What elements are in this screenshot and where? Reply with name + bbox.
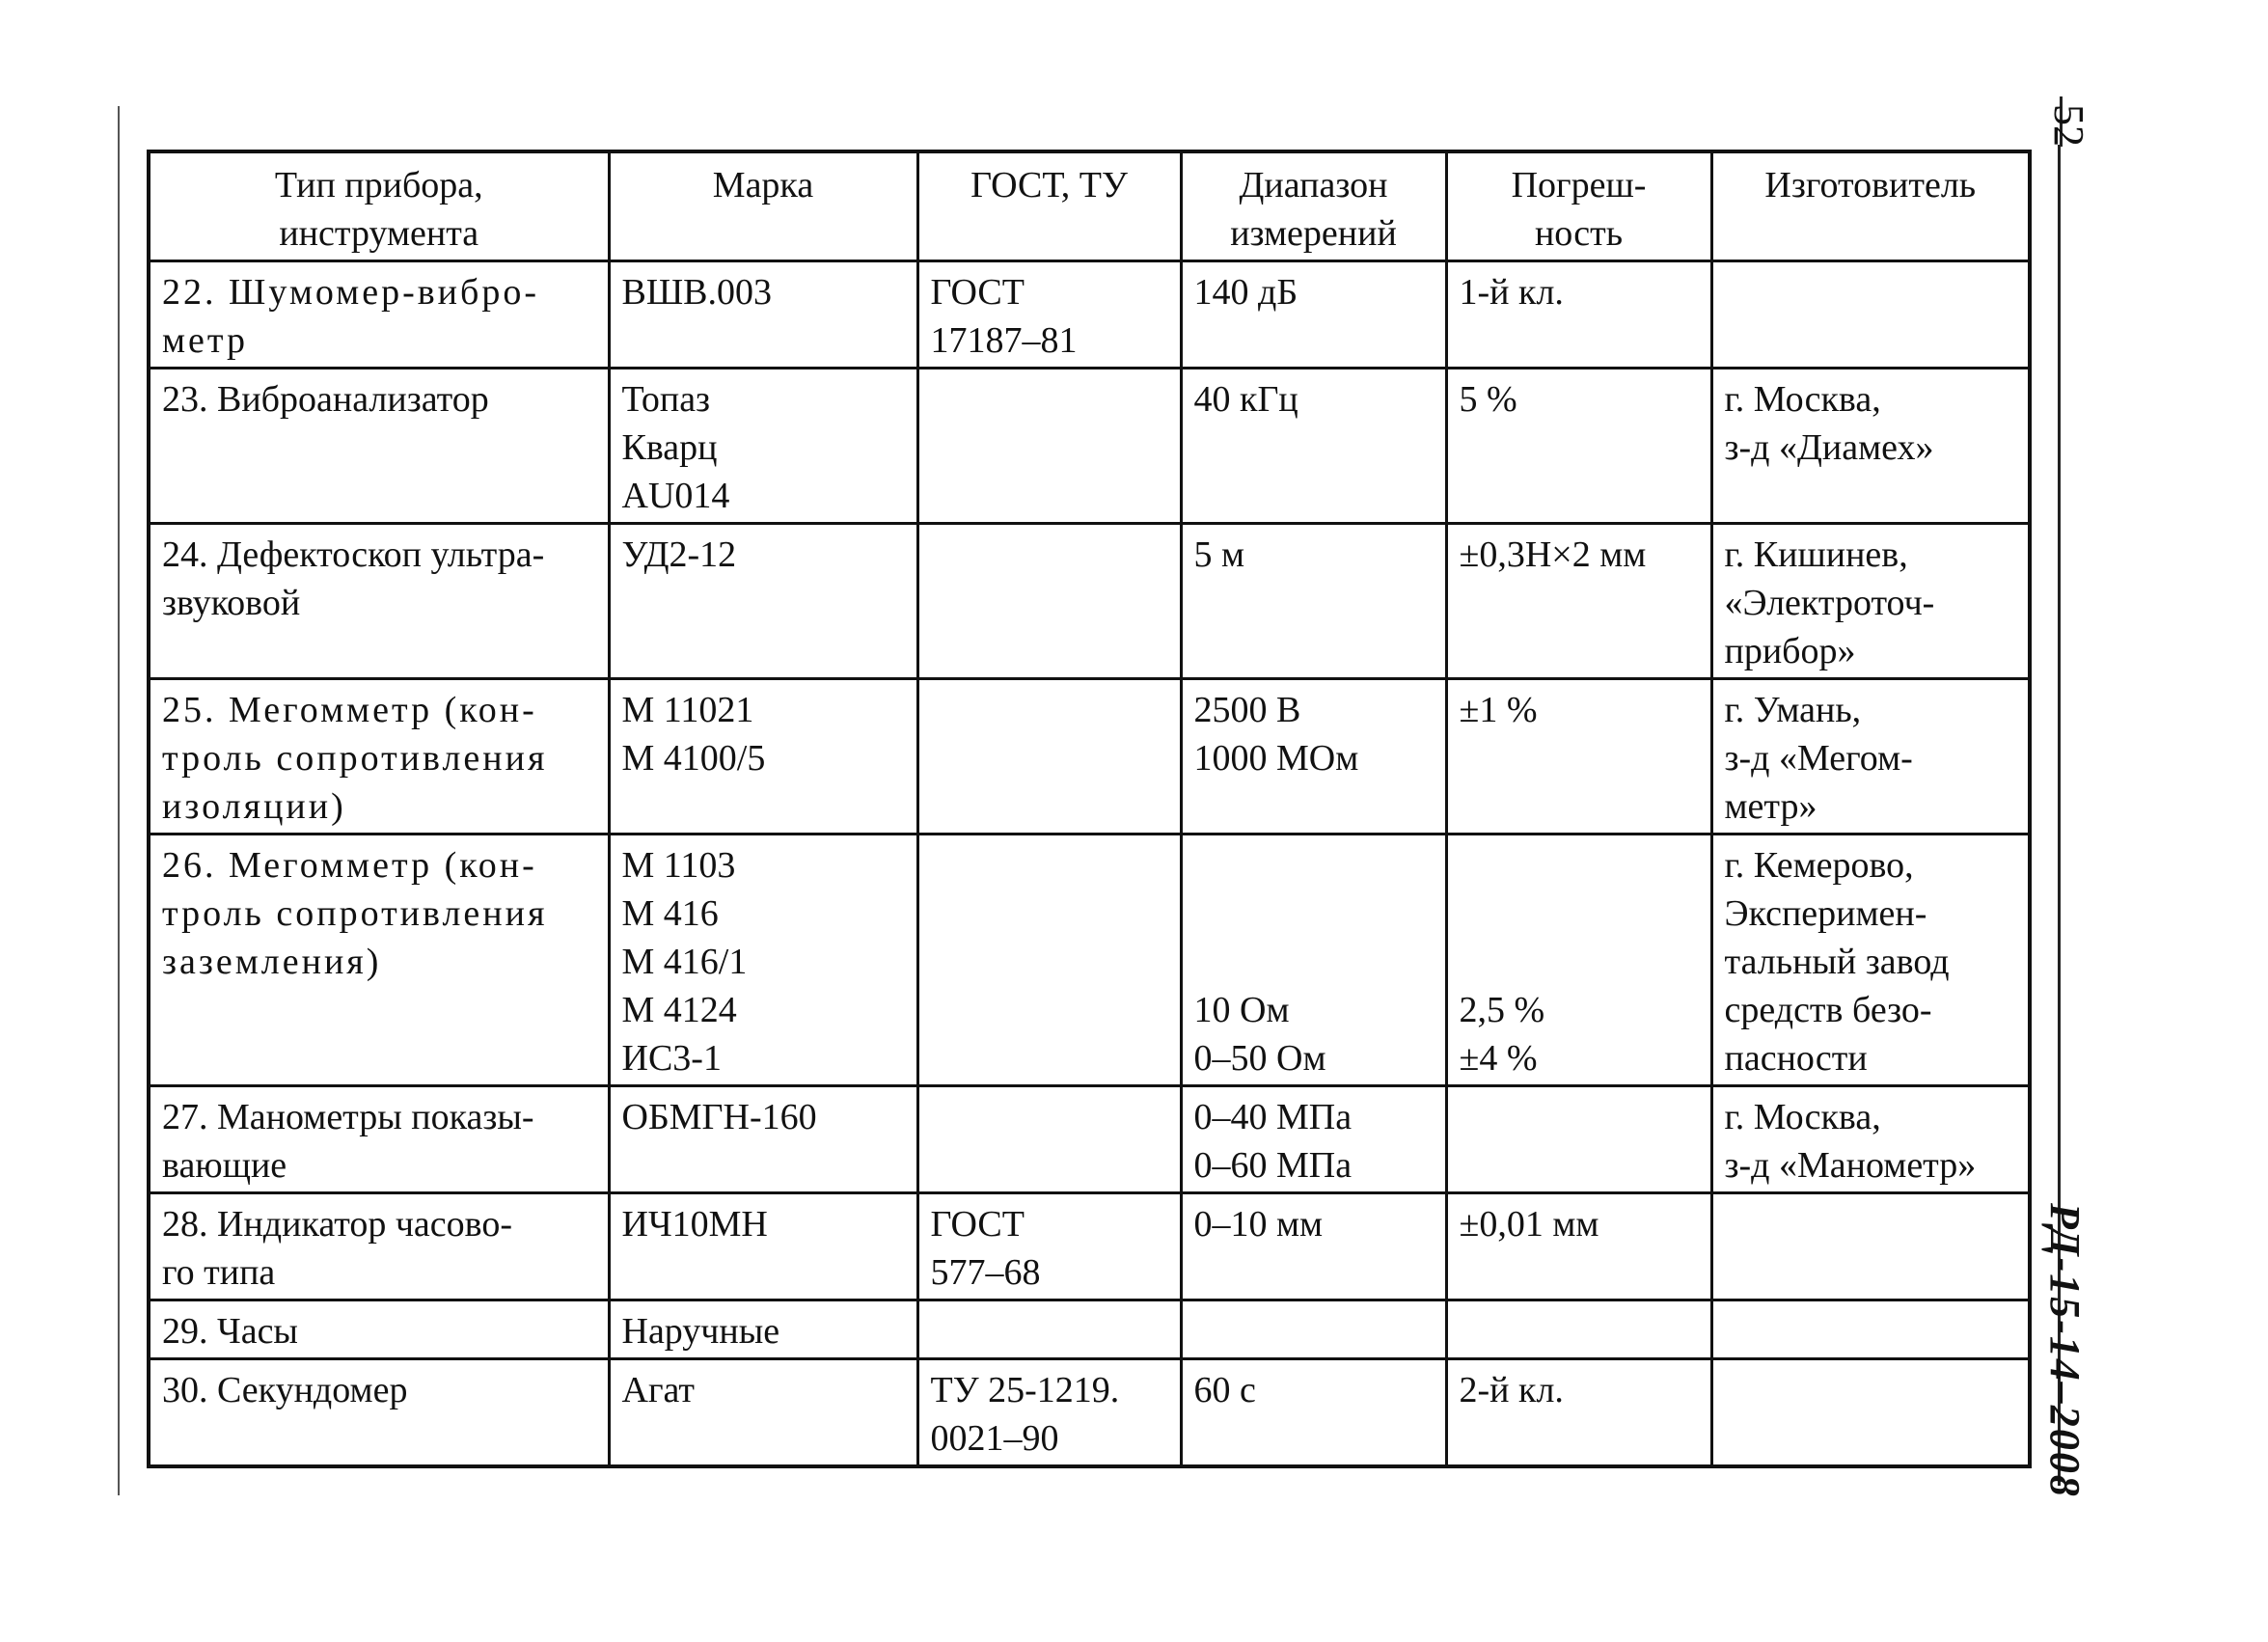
cell-gost: ГОСТ 17187–81 bbox=[917, 261, 1181, 369]
cell-range bbox=[1181, 1300, 1446, 1359]
cell-brand: Наручные bbox=[609, 1300, 917, 1359]
table-row bbox=[149, 1193, 2030, 1300]
cell-error: 2-й кл. bbox=[1446, 1359, 1711, 1467]
cell-type: 29. Часы bbox=[149, 1300, 609, 1359]
cell-gost bbox=[917, 1086, 1181, 1193]
cell-manufacturer: г. Москва, з-д «Диамех» bbox=[1711, 369, 2030, 524]
cell-range: 10 Ом 0–50 Ом bbox=[1181, 835, 1446, 1086]
cell-error bbox=[1446, 1086, 1711, 1193]
cell-manufacturer bbox=[1711, 1193, 2030, 1300]
table-row bbox=[149, 679, 2030, 835]
cell-type: 30. Секундомер bbox=[149, 1359, 609, 1467]
cell-brand: Агат bbox=[609, 1359, 917, 1467]
cell-range: 60 с bbox=[1181, 1359, 1446, 1467]
cell-error: ±1 % bbox=[1446, 679, 1711, 835]
cell-manufacturer bbox=[1711, 1300, 2030, 1359]
cell-brand: ИЧ10МН bbox=[609, 1193, 917, 1300]
cell-gost bbox=[917, 835, 1181, 1086]
cell-manufacturer: г. Кемерово, Эксперимен- тальный завод средств безо- пасности bbox=[1711, 835, 2030, 1086]
cell-brand: М 1103 М 416 М 416/1 М 4124 ИС3-1 bbox=[609, 835, 917, 1086]
cell-brand: УД2-12 bbox=[609, 524, 917, 679]
cell-range: 140 дБ bbox=[1181, 261, 1446, 369]
cell-brand: ОБМГН-160 bbox=[609, 1086, 917, 1193]
cell-error: ±0,3Н×2 мм bbox=[1446, 524, 1711, 679]
cell-type: 24. Дефектоскоп ультра- звуковой bbox=[149, 524, 609, 679]
header-gost: ГОСТ, ТУ bbox=[917, 151, 1181, 261]
page-number: 52 bbox=[2045, 104, 2092, 147]
header-range: Диапазон измерений bbox=[1181, 151, 1446, 261]
header-brand: Марка bbox=[609, 151, 917, 261]
cell-range: 2500 В 1000 МОм bbox=[1181, 679, 1446, 835]
cell-gost: ТУ 25-1219. 0021–90 bbox=[917, 1359, 1181, 1467]
cell-brand: ВШВ.003 bbox=[609, 261, 917, 369]
cell-type: 25. Мегомметр (кон- троль сопротивления изоляции) bbox=[149, 679, 609, 835]
header-manufacturer: Изготовитель bbox=[1711, 151, 2030, 261]
table-row bbox=[149, 369, 2030, 524]
cell-range: 40 кГц bbox=[1181, 369, 1446, 524]
cell-manufacturer: г. Кишинев, «Электроточ- прибор» bbox=[1711, 524, 2030, 679]
cell-manufacturer: г. Умань, з-д «Мегом- метр» bbox=[1711, 679, 2030, 835]
cell-type: 23. Виброанализатор bbox=[149, 369, 609, 524]
instruments-table bbox=[147, 150, 2032, 1468]
cell-range: 0–10 мм bbox=[1181, 1193, 1446, 1300]
document-code: РД-15-14–2008 bbox=[2041, 1203, 2089, 1498]
cell-type: 28. Индикатор часово- го типа bbox=[149, 1193, 609, 1300]
table-row bbox=[149, 1359, 2030, 1467]
cell-type: 22. Шумомер-вибро- метр bbox=[149, 261, 609, 369]
cell-brand: Топаз Кварц AU014 bbox=[609, 369, 917, 524]
cell-type: 26. Мегомметр (кон- троль сопротивления заземления) bbox=[149, 835, 609, 1086]
left-margin-rule bbox=[118, 106, 120, 1495]
cell-range: 0–40 МПа 0–60 МПа bbox=[1181, 1086, 1446, 1193]
cell-error: 5 % bbox=[1446, 369, 1711, 524]
cell-error: 1-й кл. bbox=[1446, 261, 1711, 369]
cell-type: 27. Манометры показы- вающие bbox=[149, 1086, 609, 1193]
cell-range: 5 м bbox=[1181, 524, 1446, 679]
cell-gost bbox=[917, 369, 1181, 524]
table-row bbox=[149, 1300, 2030, 1359]
cell-gost bbox=[917, 679, 1181, 835]
cell-gost bbox=[917, 524, 1181, 679]
table-row bbox=[149, 261, 2030, 369]
header-type: Тип прибора, инструмента bbox=[149, 151, 609, 261]
header-error: Погреш- ность bbox=[1446, 151, 1711, 261]
cell-error: ±0,01 мм bbox=[1446, 1193, 1711, 1300]
cell-brand: М 11021 М 4100/5 bbox=[609, 679, 917, 835]
cell-manufacturer bbox=[1711, 1359, 2030, 1467]
table-row bbox=[149, 524, 2030, 679]
cell-gost: ГОСТ 577–68 bbox=[917, 1193, 1181, 1300]
table-header-row bbox=[149, 151, 2030, 261]
cell-error bbox=[1446, 1300, 1711, 1359]
table-row bbox=[149, 835, 2030, 1086]
cell-manufacturer bbox=[1711, 261, 2030, 369]
cell-gost bbox=[917, 1300, 1181, 1359]
table-row bbox=[149, 1086, 2030, 1193]
cell-manufacturer: г. Москва, з-д «Манометр» bbox=[1711, 1086, 2030, 1193]
cell-error: 2,5 % ±4 % bbox=[1446, 835, 1711, 1086]
